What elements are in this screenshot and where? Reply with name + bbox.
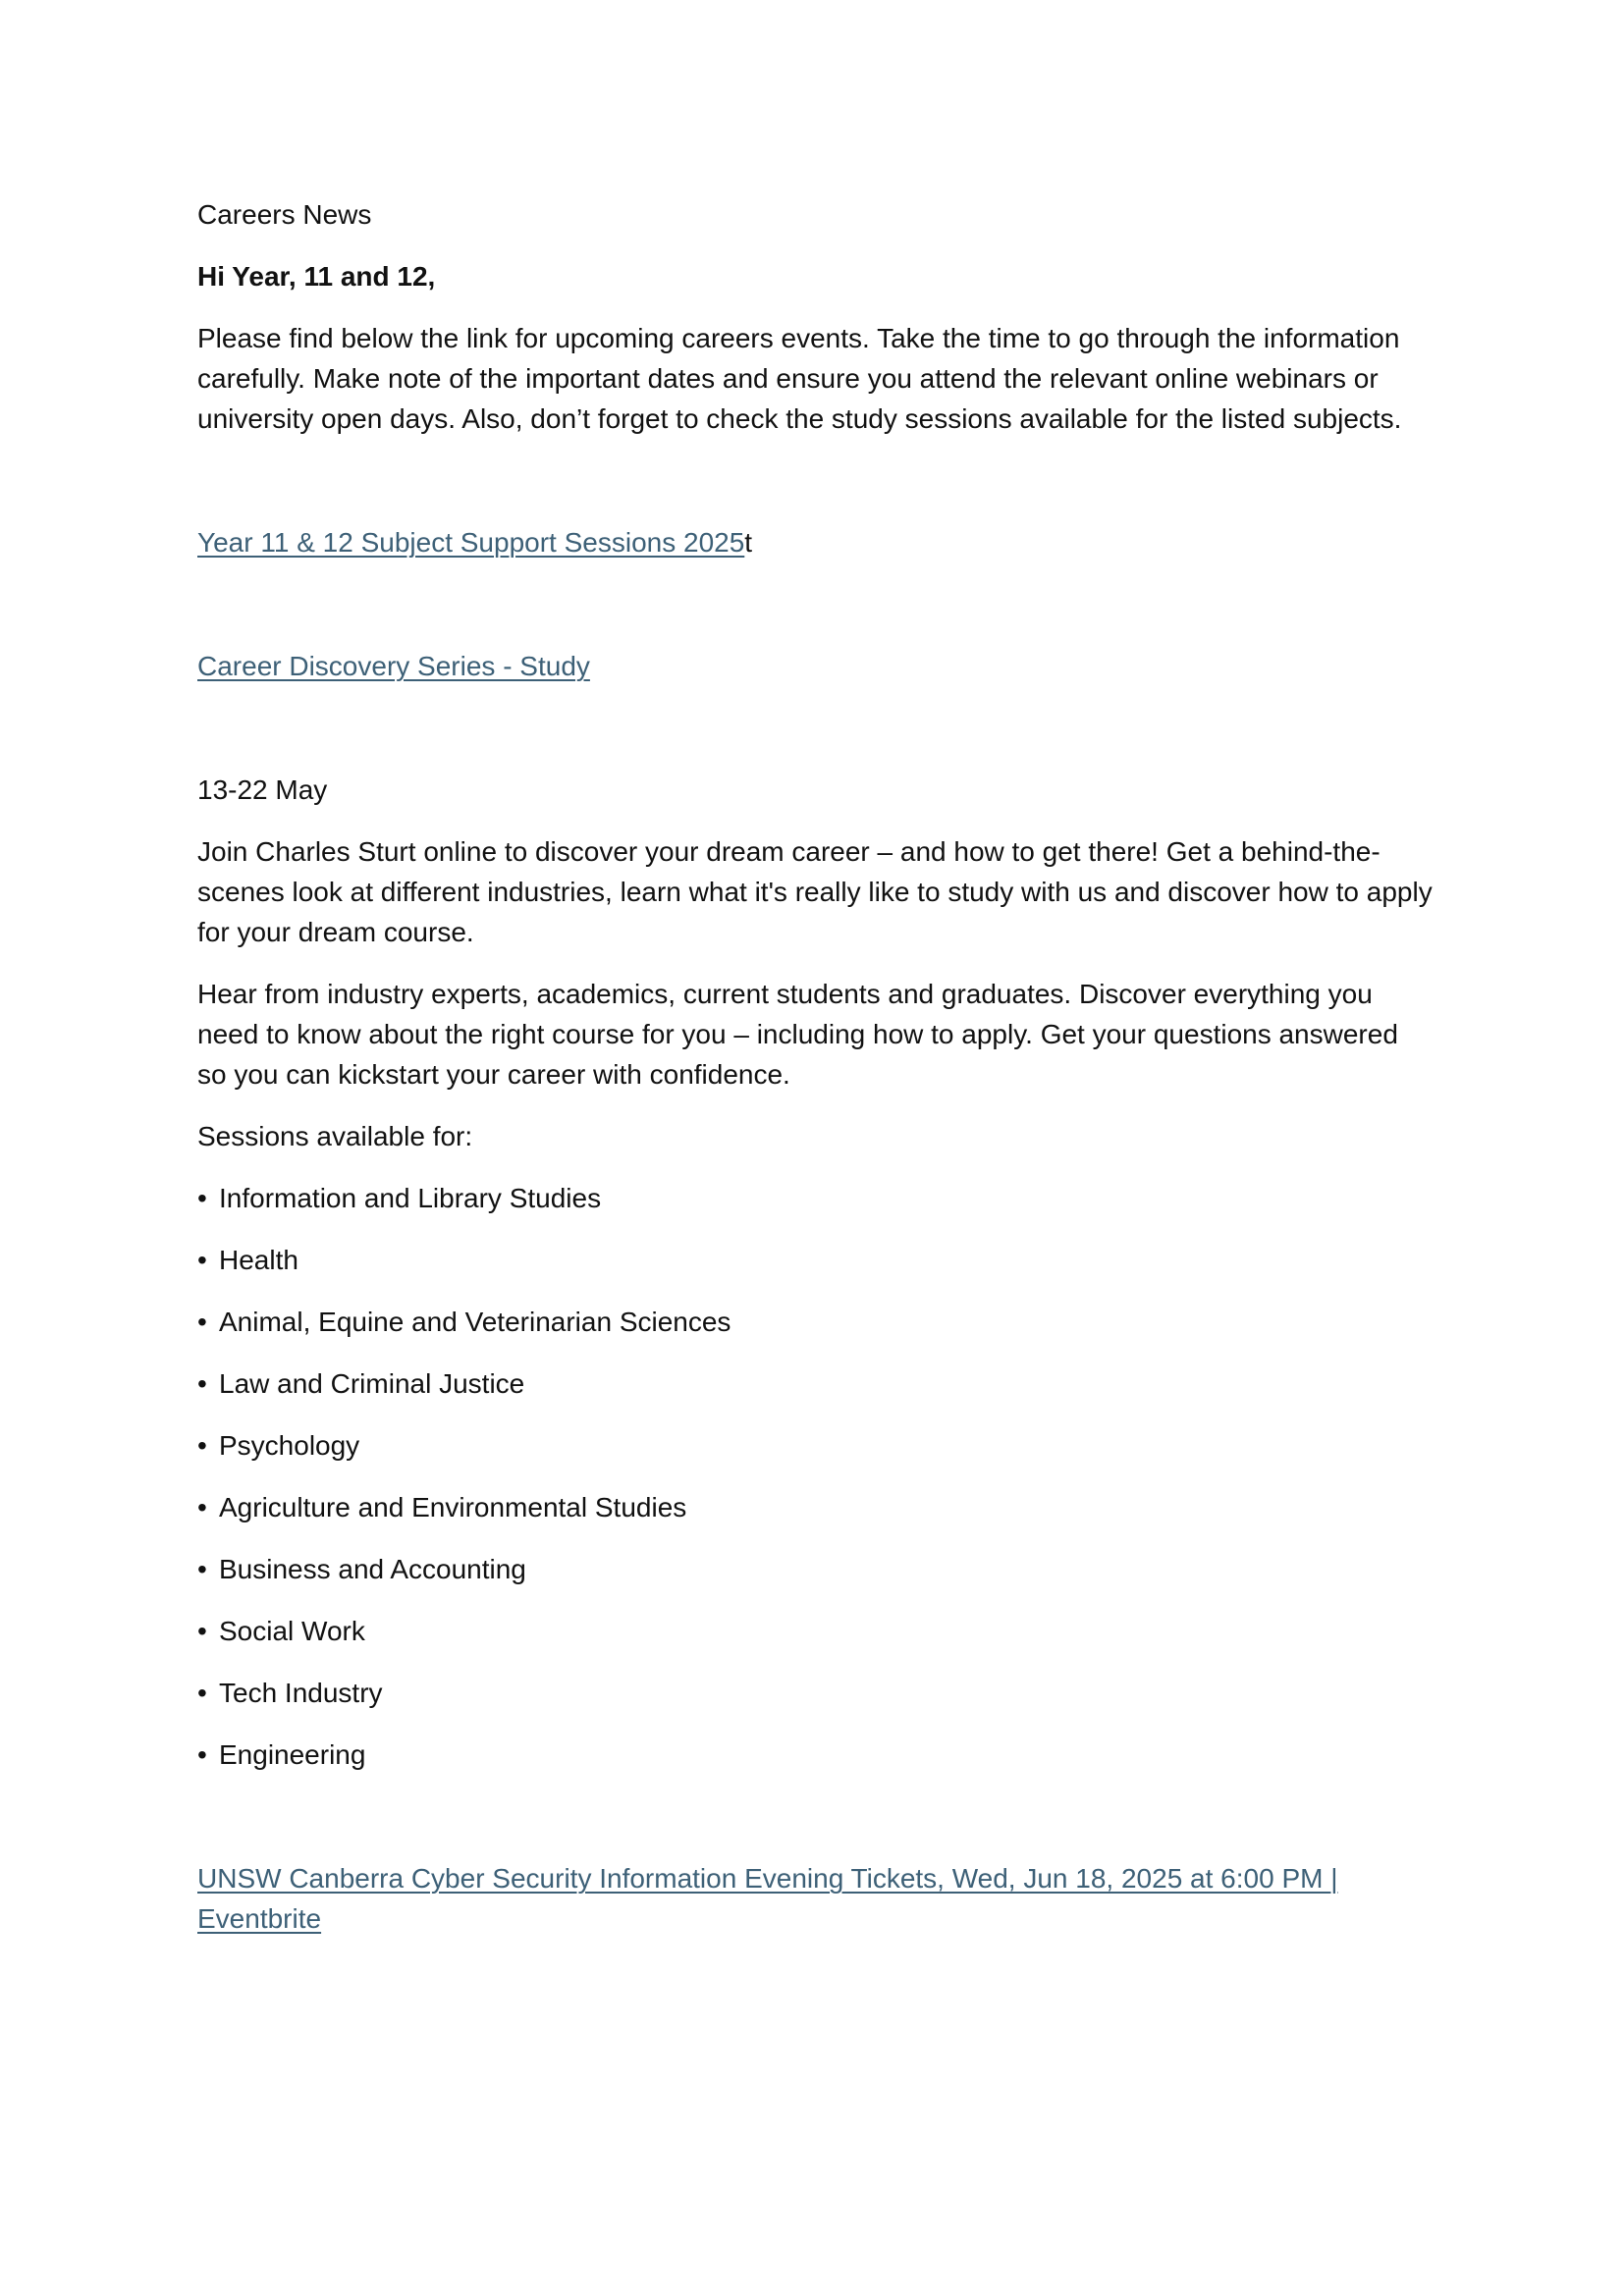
event-paragraph-1: Join Charles Sturt online to discover your dream career – and how to get there! Get a behind-the-scenes look at different industries, learn what it's really like to study with us and discover how to apply for your dream course. (197, 836, 1433, 947)
list-item (197, 1735, 1435, 1775)
list-item (197, 1240, 1435, 1280)
career-discovery-link[interactable]: Career Discovery Series - Study (197, 651, 590, 681)
session-label: Animal, Equine and Veterinarian Sciences (219, 1307, 731, 1337)
sessions-list (197, 1178, 1435, 1775)
bullet-icon: • (197, 1678, 207, 1708)
list-item (197, 1487, 1435, 1527)
unsw-event-link[interactable]: UNSW Canberra Cyber Security Information Evening Tickets, Wed, Jun 18, 2025 at 6:00 PM | Eventbrite (197, 1863, 1338, 1934)
session-label: Social Work (219, 1616, 365, 1646)
document-page (197, 194, 1435, 1939)
subject-support-trailing-text: t (744, 527, 753, 558)
list-item (197, 1673, 1435, 1713)
list-item (197, 1178, 1435, 1218)
list-item (197, 1363, 1435, 1404)
session-label: Law and Criminal Justice (219, 1368, 525, 1399)
event-paragraph-2: Hear from industry experts, academics, current students and graduates. Discover everything you need to know about the right course for you – including how to apply. Get your questions answered so you can kickstart your career with confidence. (197, 979, 1398, 1090)
bullet-icon: • (197, 1739, 207, 1770)
bullet-icon: • (197, 1492, 207, 1522)
session-label: Psychology (219, 1430, 360, 1461)
list-item (197, 1611, 1435, 1651)
session-label: Information and Library Studies (219, 1183, 602, 1213)
intro-paragraph: Please find below the link for upcoming careers events. Take the time to go through the information carefully. Make note of the important dates and ensure you attend the relevant online webinars or university open days. Also, don’t forget to check the study sessions available for the listed subjects. (197, 323, 1402, 434)
bullet-icon: • (197, 1554, 207, 1584)
event-dates: 13-22 May (197, 774, 328, 805)
bullet-icon: • (197, 1183, 207, 1213)
session-label: Tech Industry (219, 1678, 383, 1708)
bullet-icon: • (197, 1245, 207, 1275)
page-title: Careers News (197, 199, 372, 230)
bullet-icon: • (197, 1430, 207, 1461)
session-label: Engineering (219, 1739, 366, 1770)
list-item (197, 1302, 1435, 1342)
bullet-icon: • (197, 1368, 207, 1399)
list-item (197, 1425, 1435, 1466)
subject-support-line (197, 522, 1435, 562)
bullet-icon: • (197, 1307, 207, 1337)
unsw-event-line (197, 1858, 1435, 1939)
list-item (197, 1549, 1435, 1589)
session-label: Business and Accounting (219, 1554, 526, 1584)
greeting: Hi Year, 11 and 12, (197, 261, 436, 292)
session-label: Health (219, 1245, 298, 1275)
session-label: Agriculture and Environmental Studies (219, 1492, 687, 1522)
subject-support-link[interactable]: Year 11 & 12 Subject Support Sessions 2025 (197, 527, 745, 558)
bullet-icon: • (197, 1616, 207, 1646)
sessions-label: Sessions available for: (197, 1121, 473, 1151)
career-discovery-line (197, 646, 1435, 686)
